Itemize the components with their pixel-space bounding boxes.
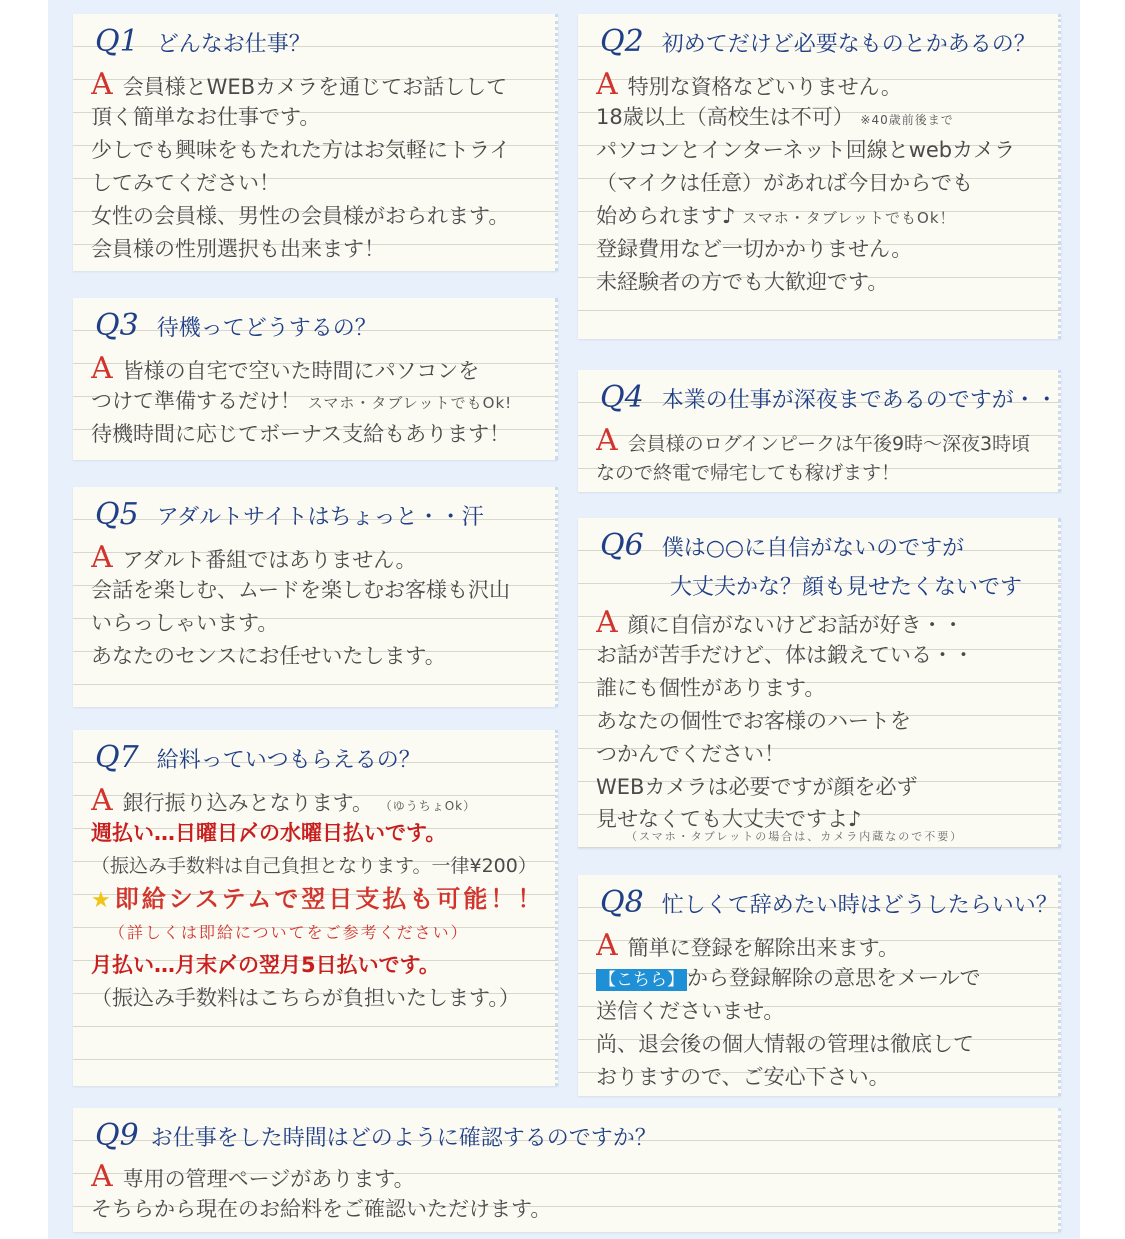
question-text: 給料っていつもらえるの？ <box>156 748 421 773</box>
answer-line: WEBカメラは必要ですが顔を必ず <box>596 775 918 799</box>
question-text-line2: 大丈夫かな？顔も見せたくないです <box>670 575 1023 600</box>
answer-line: 皆様の自宅で空いた時間にパソコンを <box>122 359 480 383</box>
question-text: アダルトサイトはちょっと・・汗 <box>156 505 484 530</box>
unregister-link[interactable]: 【こちら】 <box>596 969 687 991</box>
answer-line: 尚、退会後の個人情報の管理は徹底して <box>596 1032 974 1056</box>
faq-card-q8 <box>578 875 1061 1096</box>
question-number: Q2 <box>600 24 644 59</box>
answer-q7 <box>91 784 545 1015</box>
question-q8 <box>600 885 1058 920</box>
question-q9 <box>95 1118 657 1153</box>
faq-card-q7 <box>73 730 558 1086</box>
answer-line: （振込み手数料は自己負担となります。一律¥200） <box>91 855 537 877</box>
question-text: 初めてだけど必要なものとかあるの？ <box>661 32 1036 57</box>
faq-card-q2 <box>578 14 1061 339</box>
answer-line: アダルト番組ではありません。 <box>122 548 417 572</box>
answer-line: 誰にも個性があります。 <box>596 676 826 700</box>
answer-line: お話が苦手だけど、体は鍛えている・・ <box>596 643 974 667</box>
answer-marker: A <box>596 929 618 962</box>
answer-line: 銀行振り込みとなります。 <box>122 791 373 815</box>
answer-line: あなたの個性でお客様のハートを <box>596 709 911 733</box>
question-number: Q5 <box>95 497 139 532</box>
answer-line: 女性の会員様、男性の会員様がおられます。 <box>91 204 510 228</box>
question-q1 <box>95 24 311 59</box>
phone-note: スマホ・タブレットでもOk! <box>307 394 513 412</box>
question-text: どんなお仕事？ <box>156 32 311 57</box>
answer-line: 始められます♪ <box>596 204 736 228</box>
question-q6 <box>600 528 964 563</box>
answer-line: から登録解除の意思をメールで <box>687 966 981 990</box>
answer-line: あなたのセンスにお任せいたします。 <box>91 644 446 668</box>
answer-line: なので終電で帰宅しても稼げます！ <box>596 462 901 484</box>
answer-line: 専用の管理ページがあります。 <box>122 1167 415 1191</box>
answer-line: 見せなくても大丈夫ですよ♪ <box>596 807 862 828</box>
question-number: Q3 <box>95 308 139 343</box>
answer-marker: A <box>91 1160 113 1193</box>
question-text: 僕は○○に自信がないのですが <box>661 536 965 561</box>
answer-line: 少しでも興味をもたれた方はお気軽にトライ <box>91 138 511 162</box>
question-number: Q9 <box>95 1118 139 1153</box>
answer-line: 登録費用など一切かかりません。 <box>596 237 913 261</box>
question-number: Q6 <box>600 528 644 563</box>
question-number: Q1 <box>95 24 139 59</box>
question-text: 忙しくて辞めたい時はどうしたらいい？ <box>661 893 1058 918</box>
faq-card-q9 <box>73 1108 1061 1232</box>
answer-line: 送信くださいませ。 <box>596 999 785 1023</box>
answer-line: 未経験者の方でも大歓迎です。 <box>596 270 889 294</box>
age-note: ※40歳前後まで <box>860 113 954 127</box>
answer-line: 会員様の性別選択も出来ます！ <box>91 237 385 261</box>
star-icon: ★ <box>91 888 111 913</box>
answer-marker: A <box>596 606 618 639</box>
camera-note: （スマホ・タブレットの場合は、カメラ内蔵なので不要） <box>626 830 964 843</box>
answer-line: 特別な資格などいりません。 <box>627 75 902 99</box>
answer-line: つけて準備するだけ！ <box>91 389 301 413</box>
answer-marker: A <box>91 541 113 574</box>
question-text: お仕事をした時間はどのように確認するのですか？ <box>150 1126 657 1151</box>
answer-line: （マイクは任意）があれば今日からでも <box>596 171 973 195</box>
answer-marker: A <box>596 424 618 457</box>
answer-line: 待機時間に応じてボーナス支給もあります！ <box>91 422 511 446</box>
answer-line: おりますので、ご安心下さい。 <box>596 1065 890 1089</box>
answer-line: 頂く簡単なお仕事です。 <box>91 105 321 129</box>
monthly-payment: 月払い…月末〆の翌月5日払いです。 <box>91 953 440 977</box>
faq-card-q6 <box>578 518 1061 848</box>
answer-line: パソコンとインターネット回線とwebカメラ <box>596 138 1016 162</box>
answer-q3 <box>91 352 545 451</box>
answer-q6 <box>596 606 1048 844</box>
answer-marker: A <box>91 352 113 385</box>
answer-line: （詳しくは即給についてをご参考ください） <box>109 923 469 942</box>
phone-note: スマホ・タブレットでもOk！ <box>742 209 956 227</box>
answer-q1 <box>91 68 545 266</box>
faq-card-q1 <box>73 14 558 271</box>
weekly-payment: 週払い…日曜日〆の水曜日払いです。 <box>91 821 447 845</box>
question-number: Q4 <box>600 380 644 415</box>
answer-line: 会員様とWEBカメラを通じてお話しして <box>122 75 508 99</box>
faq-card-q5 <box>73 487 558 707</box>
answer-line: そちらから現在のお給料をご確認いただけます。 <box>91 1197 552 1221</box>
answer-line: 会員様のログインピークは午後9時～深夜3時頃 <box>627 433 1031 455</box>
answer-line: つかんでください！ <box>596 742 785 766</box>
question-text: 待機ってどうするの？ <box>156 316 377 341</box>
instant-pay-highlight: 即給システムで翌日支払も可能！！ <box>114 885 545 913</box>
yucho-note: （ゆうちょOk） <box>379 799 477 813</box>
question-text: 本業の仕事が深夜まであるのですが・・ <box>661 388 1058 413</box>
question-q2 <box>600 24 1036 59</box>
question-number: Q7 <box>95 740 139 775</box>
answer-marker: A <box>596 68 618 101</box>
answer-marker: A <box>91 68 113 101</box>
question-q7 <box>95 740 421 775</box>
answer-q5 <box>91 541 545 673</box>
faq-card-q3 <box>73 298 558 460</box>
question-q4 <box>600 380 1058 415</box>
faq-card-q4 <box>578 370 1061 492</box>
answer-line: いらっしゃいます。 <box>91 611 279 635</box>
answer-line: 会話を楽しむ、ムードを楽しむお客様も沢山 <box>91 578 510 602</box>
answer-line: （振込み手数料はこちらが負担いたします。） <box>91 986 520 1010</box>
answer-q8 <box>596 929 1048 1094</box>
question-q5 <box>95 497 484 532</box>
question-q3 <box>95 308 377 343</box>
answer-marker: A <box>91 784 113 817</box>
answer-q2 <box>596 68 1048 299</box>
question-number: Q8 <box>600 885 644 920</box>
answer-q9 <box>91 1160 1048 1226</box>
answer-line: 簡単に登録を解除出来ます。 <box>627 936 899 960</box>
answer-q4 <box>596 424 1048 490</box>
answer-line: してみてください！ <box>91 171 280 195</box>
answer-line: 18歳以上（高校生は不可） <box>596 105 854 129</box>
answer-line: 顔に自信がないけどお話が好き・・ <box>627 613 964 637</box>
